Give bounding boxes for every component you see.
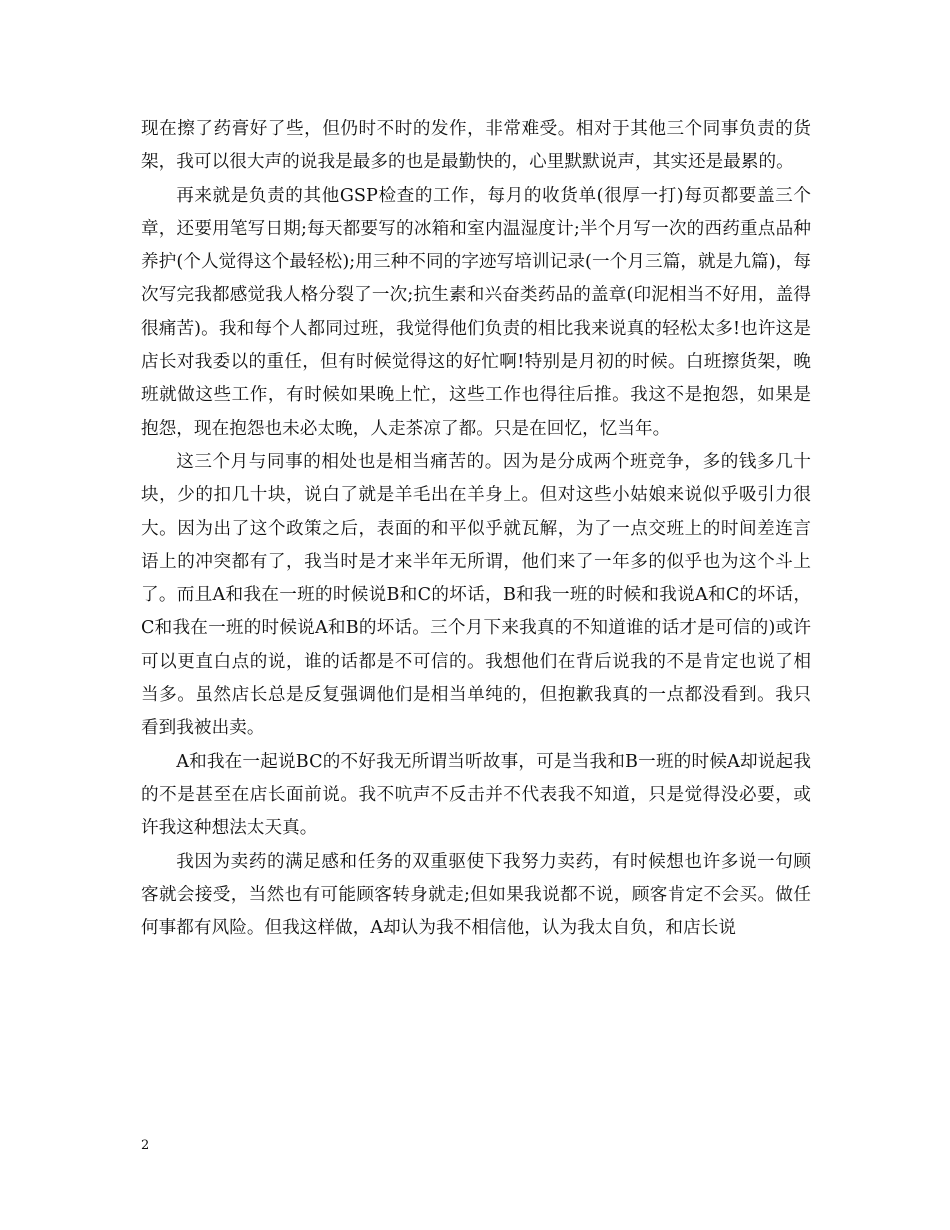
paragraph-3: 这三个月与同事的相处也是相当痛苦的。因为是分成两个班竞争，多的钱多几十块，少的扣几十块，说白了就是羊毛出在羊身上。但对这些小姑娘来说似乎吸引力很大。因为出了这个政策之后，表面的和平似乎就瓦解，为了一点交班上的时间差连言语上的冲突都有了，我当时是才来半年无所谓，他们来了一年多的似乎也为这个斗上了。而且A和我在一班的时候说B和C的坏话，B和我一班的时候和我说A和C的坏话，C和我在一班的时候说A和B的坏话。三个月下来我真的不知道谁的话才是可信的)或许可以更直白点的说，谁的话都是不可信的。我想他们在背后说我的不是肯定也说了相当多。虽然店长总是反复强调他们是相当单纯的，但抱歉我真的一点都没看到。我只看到我被出卖。 xyxy=(141,451,811,739)
paragraph-5: 我因为卖药的满足感和任务的双重驱使下我努力卖药，有时候想也许多说一句顾客就会接受，当然也有可能顾客转身就走;但如果我说都不说，顾客肯定不会买。做任何事都有风险。但我这样做，A却认为我不相信他，认为我太自负，和店长说 xyxy=(141,851,811,939)
paragraph-2: 再来就是负责的其他GSP检查的工作，每月的收货单(很厚一打)每页都要盖三个章，还要用笔写日期;每天都要写的冰箱和室内温湿度计;半个月写一次的西药重点品种养护(个人觉得这个最轻松);用三种不同的字迹写培训记录(一个月三篇，就是九篇)，每次写完我都感觉我人格分裂了一次;抗生素和兴奋类药品的盖章(印泥相当不好用，盖得很痛苦)。我和每个人都同过班，我觉得他们负责的相比我来说真的轻松太多!也许这是店长对我委以的重任，但有时候觉得这的好忙啊!特别是月初的时候。白班擦货架，晚班就做这些工作，有时候如果晚上忙，这些工作也得往后推。我这不是抱怨，如果是抱怨，现在抱怨也未必太晚，人走茶凉了都。只是在回忆，忆当年。 xyxy=(141,185,811,439)
paragraph-1: 现在擦了药膏好了些，但仍时不时的发作，非常难受。相对于其他三个同事负责的货架，我可以很大声的说我是最多的也是最勤快的，心里默默说声，其实还是最累的。 xyxy=(141,119,811,173)
paragraph-4: A和我在一起说BC的不好我无所谓当听故事，可是当我和B一班的时候A却说起我的不是甚至在店长面前说。我不吭声不反击并不代表我不知道，只是觉得没必要，或许我这种想法太天真。 xyxy=(141,751,811,839)
body-text xyxy=(141,113,811,945)
page-number: 2 xyxy=(141,1138,150,1153)
